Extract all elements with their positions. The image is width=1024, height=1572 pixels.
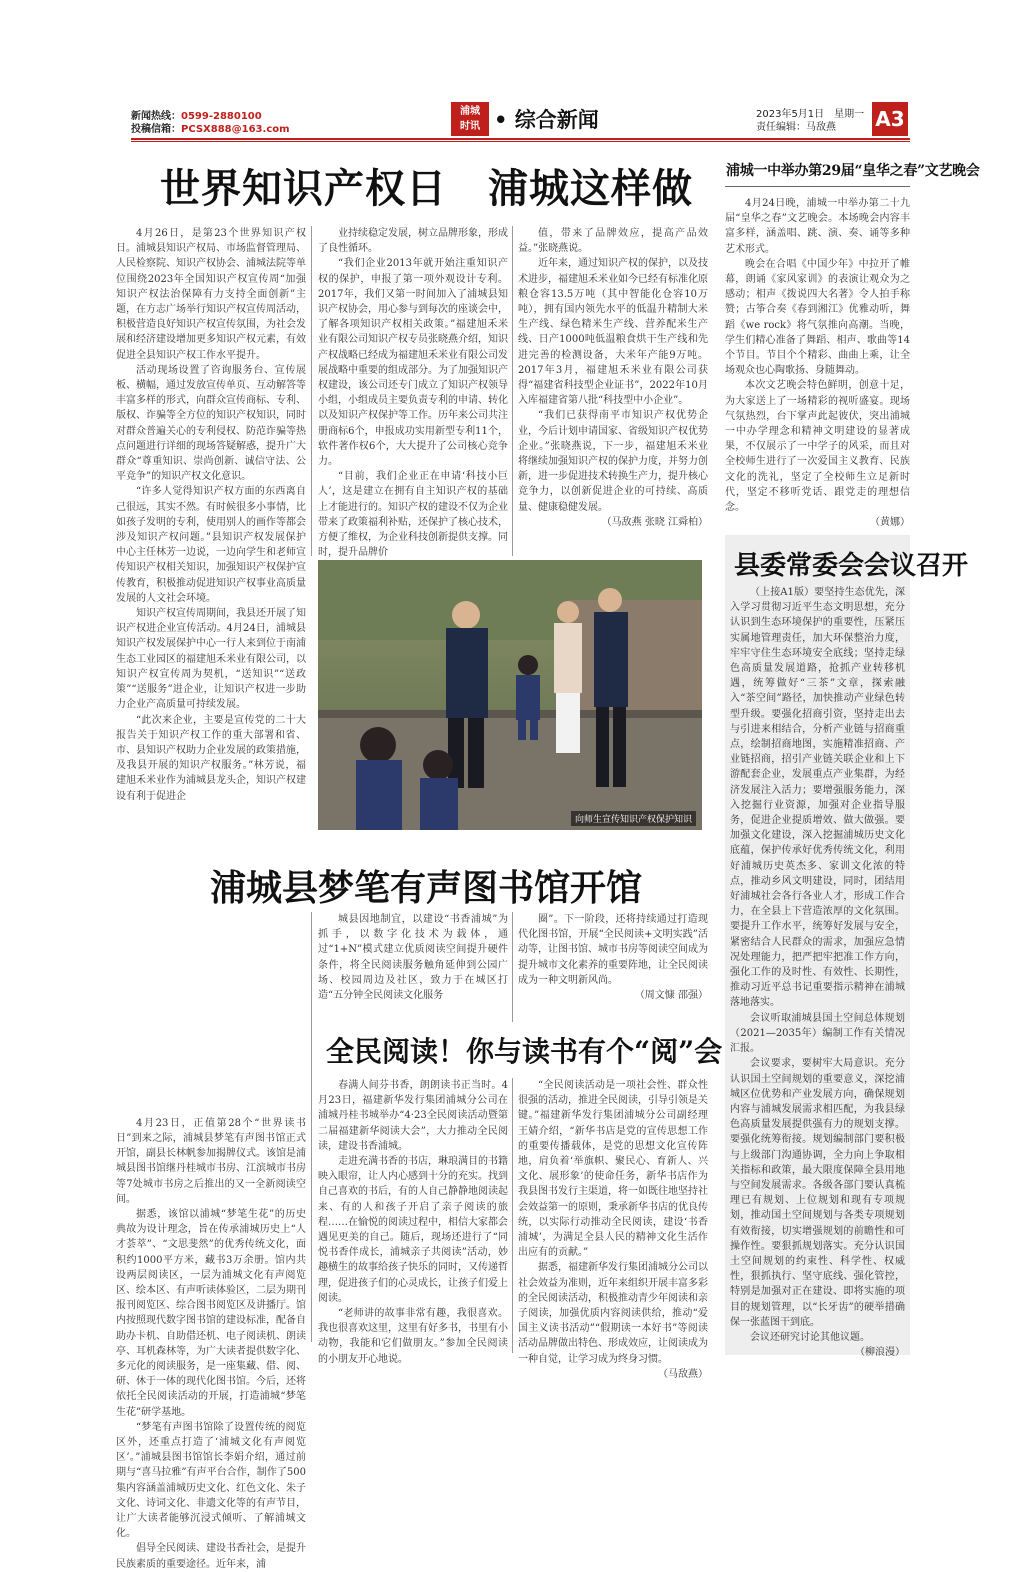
paragraph: 会议听取浦城县国土空间总体规划（2021—2035年）编制工作有关情况汇报。 [730,1012,905,1055]
article-ipr-col1 [116,226,306,1570]
byline: （马敌燕） [658,1368,708,1380]
article-library-col2 [318,912,508,1022]
paragraph: “我们已获得南平市知识产权优势企业，今后计划申请国家、省级知识产权优势企业。”张晓燕说，下一步，福建旭禾米业将继续加强知识产权的保护力度，并努力创新，进一步促进技术转换生产力，提升核心竞争力，以创新促进企业的可持续、高质量、健康稳健发展。 [518,410,708,513]
paragraph: 倡导全民阅读、建设书香社会，是提升民族素质的重要途径。近年来，浦 [116,1543,306,1570]
paragraph: 近年来，通过知识产权的保护，以及技术进步，福建旭禾米业如今已经有标准化原粮仓容13.5万吨（其中智能化仓容10万吨），拥有国内领先水平的低温升精制大米生产线、绿色精米生产线、营养配米生产线、日产1000吨低温粮食烘干生产线和先进完善的检测设备，大米年产能9万吨。2017年3月，福建旭禾米业有限公司获得“福建省科技型企业证书”，2022年10月入库福建省第八批“科技型中小企业”。 [518,258,708,407]
paragraph: 晚会在合唱《中国少年》中拉开了帷幕，朗诵《家风家训》的表演让观众为之感动；相声《拨说四大名著》令人拍手称赞；古筝合奏《春到湘江》优雅动听，舞蹈《we rock》将气氛推向高潮。当晚，学生们精心准备了舞蹈、相声、歌曲等14个节目。节目个个精彩、曲曲上乘，让全场观众也心陶歌扬、身随舞动。 [725,258,910,377]
column-divider [311,226,312,556]
paragraph: 活动现场设置了咨询服务台、宣传展板、横幅，通过发放宣传单页、互动解答等丰富多样的形式，向群众宣传商标、专利、版权、诈骗等全方位的知识产权知识，同时对群众普遍关心的专利侵权、防范诈骗等热点问题进行详细的现场答疑解惑，提升广大群众“尊重知识、崇尚创新、诚信守法、公平竞争”的知识产权文化意识。 [116,364,306,483]
paragraph: “许多人觉得知识产权方面的东西离自己很远，其实不然。有时候很多小事情，比如孩子发明的专利，使用别人的画作等都会涉及知识产权问题。”县知识产权发展保护中心主任林芳一边说，一边向学生和老师宣传知识产权相关知识，加强知识产权保护宣传教育，积极推动促进知识产权事业高质量发展的人文社会环境。 [116,486,306,604]
email-value: PCSX888@163.com [181,124,290,135]
column-divider [311,912,312,1342]
paragraph: 知识产权宣传周期间，我县还开展了知识产权进企业宣传活动。4月24日，浦城县知识产权发展保护中心一行人来到位于南浦生态工业园区的福建旭禾米业有限公司，以知识产权宣传周为契机，“送知识”“送政策”“送服务”进企业，让知识产权进一步助力企业产高质量可持续发展。 [116,608,306,711]
column-gap [116,804,306,1116]
sidebar-meeting-title: 县委常委会会议召开 [734,551,969,581]
sidebar-gala-title: 浦城一中举办第29届“皇华之春”文艺晚会 [726,163,980,179]
paragraph: 4月24日晚，浦城一中举办第二十九届“皇华之春”文艺晚会。本场晚会内容丰富多样，涵盖唱、跳、演、奏、诵等多种艺术形式。 [725,198,910,255]
paragraph: “老师讲的故事非常有趣，我很喜欢。我也很喜欢这里，这里有好多书，书里有小动物，我能和它们做朋友。”参加全民阅读的小朋友开心地说。 [318,1308,508,1365]
issue-date: 2023年5月1日 星期一 [756,109,865,120]
byline: （周文慷 邵强） [634,990,708,1002]
paragraph: 4月23日，正值第28个“世界读书日”到来之际，浦城县梦笔有声图书馆正式开馆，副县长林帆参加揭牌仪式。该馆是浦城县图书馆继丹桂城市书房、江滨城市书房等7处城市书房之后推出的又一全新阅读空间。 [116,1117,306,1205]
paragraph: “全民阅读活动是一项社会性、群众性很强的活动，推进全民阅读，引导引领是关键。”福建新华发行集团浦城分公司副经理王婧介绍，“新华书店是党的宣传思想工作的重要传播载体，是党的思想文化宣传阵地，肩负着‘举旗帜、聚民心、育新人、兴文化、展形象’的使命任务，新华书店作为我县图书发行主渠道，将一如既往地坚持社会效益第一的原则，秉承新华书店的优良传统，以实际行动推动全民阅读，建设‘书香浦城’，为满足全县人民的精神文化生活作出应有的贡献。” [518,1080,708,1259]
photo-caption: 向师生宣传知识产权保护知识 [571,811,696,826]
newspaper-logo [451,102,489,136]
paragraph: 4月26日，是第23个世界知识产权日。浦城县知识产权局、市场监督管理局、人民检察院、知识产权协会、浦城法院等单位围绕2023年全国知识产权宣传周“加强知识产权法治保障有力支持全面创新”主题，在方志广场举行知识产权宣传周活动，积极营造良好知识产权宣传氛围，为社会发展和经济建设增加更多知识产权元素，有效促进全县知识产权工作水平提升。 [116,228,306,361]
section-title: • 综合新闻 [494,108,599,132]
paragraph: 走进充满书香的书店，琳琅满目的书籍映入眼帘，让人内心感到十分的充实。找到自己喜欢的书后，有的人自己静静地阅读起来、有的人和孩子开启了亲子阅读的旅程……在愉悦的阅读过程中，相信大家都会遇见更美的自己。随后，现场还进行了“同悦书香伴成长，浦城亲子共阅读”活动，妙趣横生的故事给孩子快乐的同时，又传递哲理，促进孩子们的心灵成长，让孩子们爱上阅读。 [318,1156,508,1304]
paragraph: 值，带来了品牌效应，提高产品效益。”张晓燕说。 [518,228,708,255]
issue-editor: 责任编辑：马敌燕 [756,122,836,133]
article-ipr-photo [318,560,702,830]
sidebar-rule [725,186,910,187]
hotline-value: 0599-2880100 [181,111,262,122]
page-number: A3 [872,102,908,136]
paragraph: “目前，我们企业正在申请‘科技小巨人’，这是建立在拥有自主知识产权的基础上才能进行的。知识产权的建设不仅为企业带来了政策福利补贴，还保护了核心技术，方便了维权，为企业科技创新提供支撑。同时，提升品牌价 [318,471,508,559]
paragraph: “我们企业2013年就开始注重知识产权的保护，申报了第一项外观设计专利。2017年，我们又第一时间加入了浦城县知识产权协会，用心参与到每次的座谈会中，了解各项知识产权相关政策。”福建旭禾米业有限公司知识产权专员张晓燕介绍，知识产权战略已经成为福建旭禾米业有限公司发展战略中重要的组成部分。为了加强知识产权建设，该公司还专门成立了知识产权领导小组，小组成员主要负责专利的申请、转化以及知识产权保护等工作。历年来公司共注册商标6个，申报成功实用新型专利11个，软件著作权6个，大大提升了公司核心竞争力。 [318,258,508,468]
paragraph: 城县因地制宜，以建设“书香浦城”为抓手，以数字化技术为载体，通过“1+N”模式建立优质阅读空间提升硬件条件，将全民阅读服务触角延伸到公园广场、校园周边及社区，致力于在城区打造“五分钟全民阅读文化服务 [318,914,508,1002]
byline: （柳浪漫） [855,1347,905,1359]
paragraph: 春满人间芬书香，朗朗读书正当时。4月23日，福建新华发行集团浦城分公司在浦城丹桂书城举办“4·23全民阅读活动暨第二届福建新华阅读大会”，大力推动全民阅读，建设书香浦城。 [318,1080,508,1152]
column-divider [512,1078,513,1353]
teacher-figure [554,601,582,753]
email-label: 投稿信箱： [131,124,181,135]
masthead-contacts [131,110,290,136]
header-rule-thin [131,141,910,142]
article-ipr-title: 世界知识产权日 浦城这样做 [160,166,693,212]
paragraph: “梦笔有声图书馆除了设置传统的阅览区外，还重点打造了‘浦城文化有声阅览区’。”浦城县图书馆馆长李娟介绍，通过前期与“喜马拉雅”有声平台合作，制作了500集内容涵盖浦城历史文化、红色文化、朱子文化、诗词文化、非遗文化等的有声节目，让广大读者能够沉浸式倾听、了解浦城文化。 [116,1421,306,1540]
logo-top-text: 浦城 [460,106,480,117]
logo-bottom-text: 时讯 [460,121,480,132]
article-ipr-col2 [318,226,508,559]
article-reading-col2 [518,1078,708,1380]
article-library-col1 [116,1116,306,1572]
article-ipr-col3 [518,226,708,556]
paragraph: 会议要求，要树牢大局意识。充分认识国土空间规划的重要意义，深挖浦城区位优势和产业发展方向，确保规划内容与浦城发展需求相匹配，为我县绿色高质量发展提供强有力的规划支撑。要强化统筹衔接。规划编制部门要积极与上级部门沟通协调，全力向上争取相关指标和政策，最大限度保障全县用地与空间发展需求。各级各部门要认真梳理已有规划、上位规划和现有专项规划，推动国土空间规划与各类专项规划有效衔接，切实增强规划的前瞻性和可操作性。要狠抓规划落实。充分认识国土空间规划的约束性、科学性、权威性，狠抓执行、坚守底线、强化管控，特别是加强对正在建设、即将实施的项目的规划管理，以“长牙齿”的硬举措确保一张蓝图干到底。 [730,1058,905,1328]
issue-info [756,108,864,134]
column-divider [512,912,513,1022]
paragraph: 业持续稳定发展，树立品牌形象，形成了良性循环。 [318,228,508,255]
hotline-label: 新闻热线： [131,111,181,122]
header-rule [131,138,910,140]
byline: （黄娜） [870,517,910,529]
sidebar-meeting-body [730,585,905,1359]
paragraph: 会议还研究讨论其他议题。 [750,1331,870,1343]
paragraph: （上接A1版）要坚持生态优先，深入学习贯彻习近平生态文明思想，充分认识到生态环境保护的重要性，压紧压实属地管理责任，加大环保整治力度，牢牢守住生态环境安全底线；坚持走绿色高质量发展道路，抢抓产业转移机遇，统筹做好“三茶”文章，探索融入“茶空间”路径，加快推动产业绿色转型升级。要强化招商引资，坚持走出去与引进来相结合，分析产业链与招商重点，绘制招商地图，实施精准招商、产业链招商，招引产业链关联企业和上下游配套企业，发展重点产业集群，为经济发展注入活力；要增强服务能力，深入挖掘行业资源，加强对企业指导服务，促进企业提质增效、做大做强。要加强文化建设，深入挖掘浦城历史文化底蕴，保护传承好优秀传统文化，利用好浦城历史英杰多、家训文化浓的特点，推动乡风文明建设，同时，团结用好浦城社会各行各业人才，形成工作合力，在全县上下营造浓厚的文化氛围。要提升工作水平，统筹好发展与安全，紧密结合人民群众的需求，加强应急情况处理能力，把严把牢把准工作方向，强化工作的及时性、有效性、长期性，推动习近平总书记重要指示精神在浦城落地落实。 [730,587,905,1009]
sidebar-gala-body [725,196,910,529]
article-reading-title: 全民阅读！你与读书有个“阅”会 [326,1035,723,1068]
photo-illustration [318,560,702,830]
paragraph: 本次文艺晚会特色鲜明，创意十足，为大家送上了一场精彩的视听盛宴。现场气氛热烈，台下掌声此起彼伏，突出浦城一中办学理念和精神文明建设的显著成果，不仅展示了一中学子的风采，而且对全校师生进行了一次爱国主义教育、民族文化的洗礼，坚定了全校师生立足新时代，坚定不移听党话、跟党走的理想信念。 [725,380,910,514]
column-divider [512,226,513,556]
article-reading-col1 [318,1078,508,1365]
paragraph: “此次来企业，主要是宣传党的二十大报告关于知识产权工作的重大部署和省、市、县知识产权助力企业发展的政策措施，及我县开展的知识产权服务。”林芳说，福建旭禾米业作为浦城县龙头企，知识产权建设有利于促进企 [116,714,306,802]
article-library-col3 [518,912,708,1022]
paragraph: 据悉，福建新华发行集团浦城分公司以社会效益为准则，近年来组织开展丰富多彩的全民阅读活动，积极推动青少年阅读和亲子阅读，加强优质内容阅读供给，推动“爱国主义读书活动”“假期读一本好书”等阅读活动品牌做出特色、形成效应，让阅读成为一种自觉，让学习成为终身习惯。 [518,1262,708,1365]
paragraph: 据悉，该馆以浦城“梦笔生花”的历史典故为设计理念，旨在传承浦城历史上“人才荟萃”、“文思斐然”的优秀传统文化，面积约1000平方米，藏书3万余册。馆内共设两层阅读区，一层为浦城文化有声阅览区、绘本区、有声听读体验区，二层为期刊报刊阅览区、综合图书阅览区及讲播厅。馆内按照现代数字图书馆的建设标准，配备自助办卡机、自助借还机、电子阅读机、朗读亭、耳机森林等，为广大读者提供数字化、多元化的阅读服务，是一座集藏、借、阅、研、休于一体的现代化图书馆。今后，还将依托全民阅读活动的开展，打造浦城“梦笔生花”研学基地。 [116,1208,306,1418]
article-library-title: 浦城县梦笔有声图书馆开馆 [210,867,643,909]
paragraph: 圈”。下一阶段，还将持续通过打造现代化图书馆，开展“全民阅读+文明实践”活动等，让图书馆、城市书房等阅读空间成为提升城市文化素养的重要阵地，让全民阅读成为一种文明新风尚。 [518,914,708,986]
byline: （马敌燕 张晓 江舜柏） [601,516,708,528]
